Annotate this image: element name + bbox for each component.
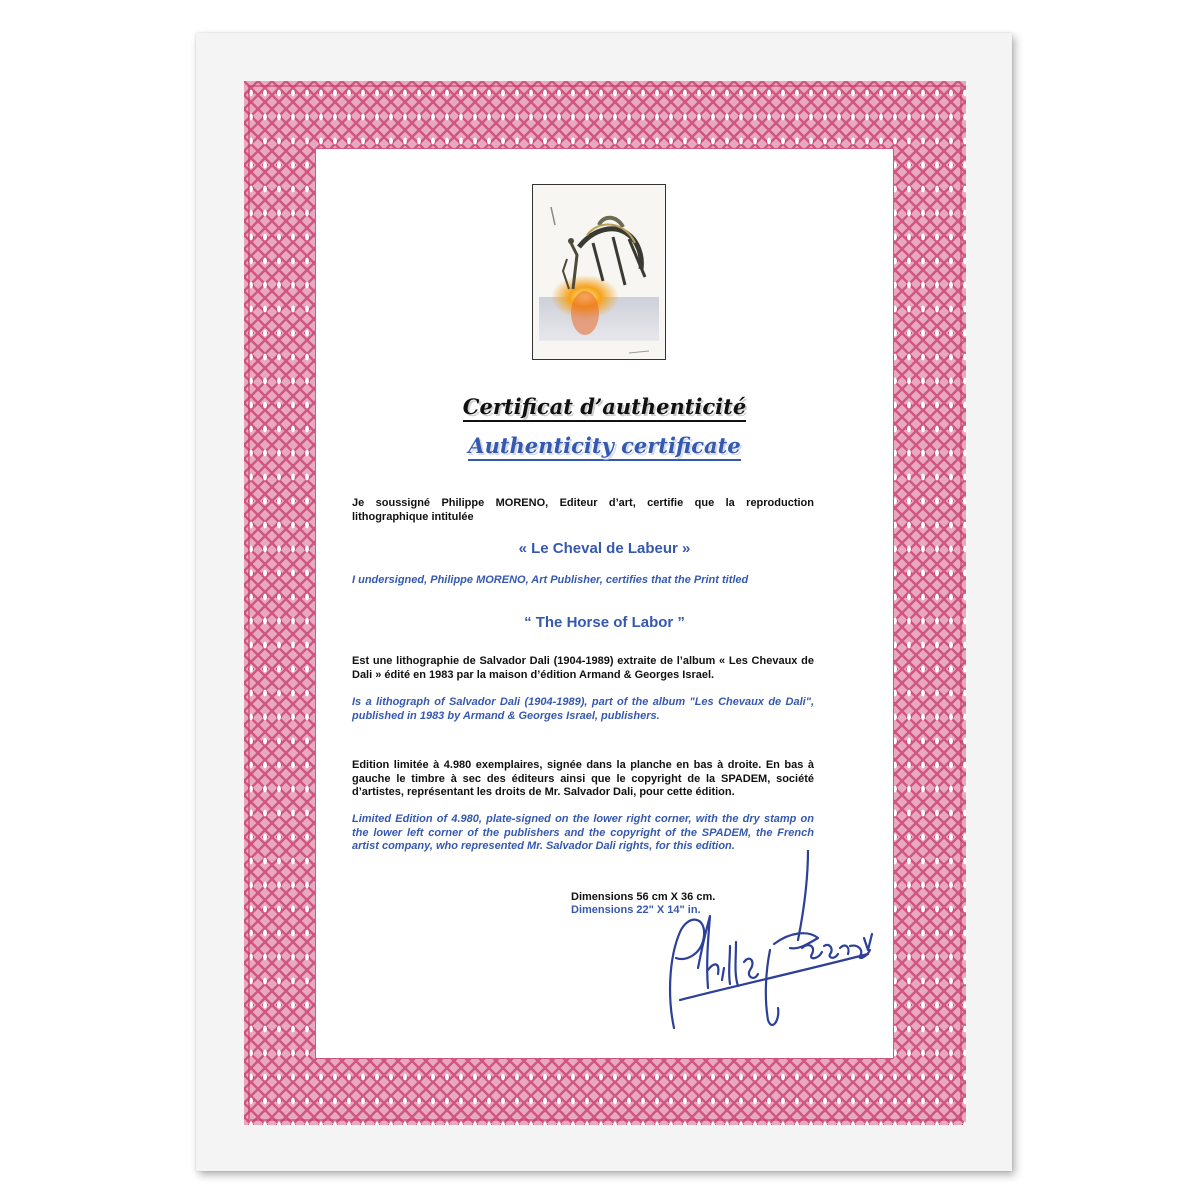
intro-english: I undersigned, Philippe MORENO, Art Publisher, certifies that the Print titled xyxy=(352,574,749,586)
dimensions-cm: Dimensions 56 cm X 36 cm. xyxy=(571,891,716,903)
signature xyxy=(658,850,890,1040)
work-title-french: « Le Cheval de Labeur » xyxy=(518,540,691,557)
work-title-english: “ The Horse of Labor ” xyxy=(524,614,685,631)
description-english: Is a lithograph of Salvador Dali (1904-1989), part of the album "Les Chevaux de Dali", published in 1983 by Armand & Georges Israel, publishers. xyxy=(352,696,814,722)
dimensions-inches: Dimensions 22" X 14" in. xyxy=(571,904,701,916)
artwork-image xyxy=(533,185,665,359)
description-french: Est une lithographie de Salvador Dali (1904-1989) extraite de l’album « Les Chevaux de Dali » édité en 1983 par la maison d’édition Armand & Georges Israel. xyxy=(352,655,814,681)
artwork-thumbnail xyxy=(532,184,666,360)
title-english: Authenticity certificate xyxy=(316,433,893,458)
edition-french: Edition limitée à 4.980 exemplaires, signée dans la planche en bas à droite. En bas à gauche le timbre à sec des éditeurs ainsi que le copyright de la SPADEM, société d’artistes, représentant les droits de Mr. Salvador Dali, pour cette édition. xyxy=(352,759,814,798)
edition-english: Limited Edition of 4.980, plate-signed on the lower right corner, with the dry stamp on the lower left corner of the publishers and the copyright of the SPADEM, the French artist company, who represented Mr. Salvador Dali rights, for this edition. xyxy=(352,813,814,852)
title-french: Certificat d’authenticité xyxy=(316,394,893,419)
intro-french: Je soussigné Philippe MORENO, Editeur d’art, certifie que la reproduction lithographique intitulée xyxy=(352,497,814,523)
